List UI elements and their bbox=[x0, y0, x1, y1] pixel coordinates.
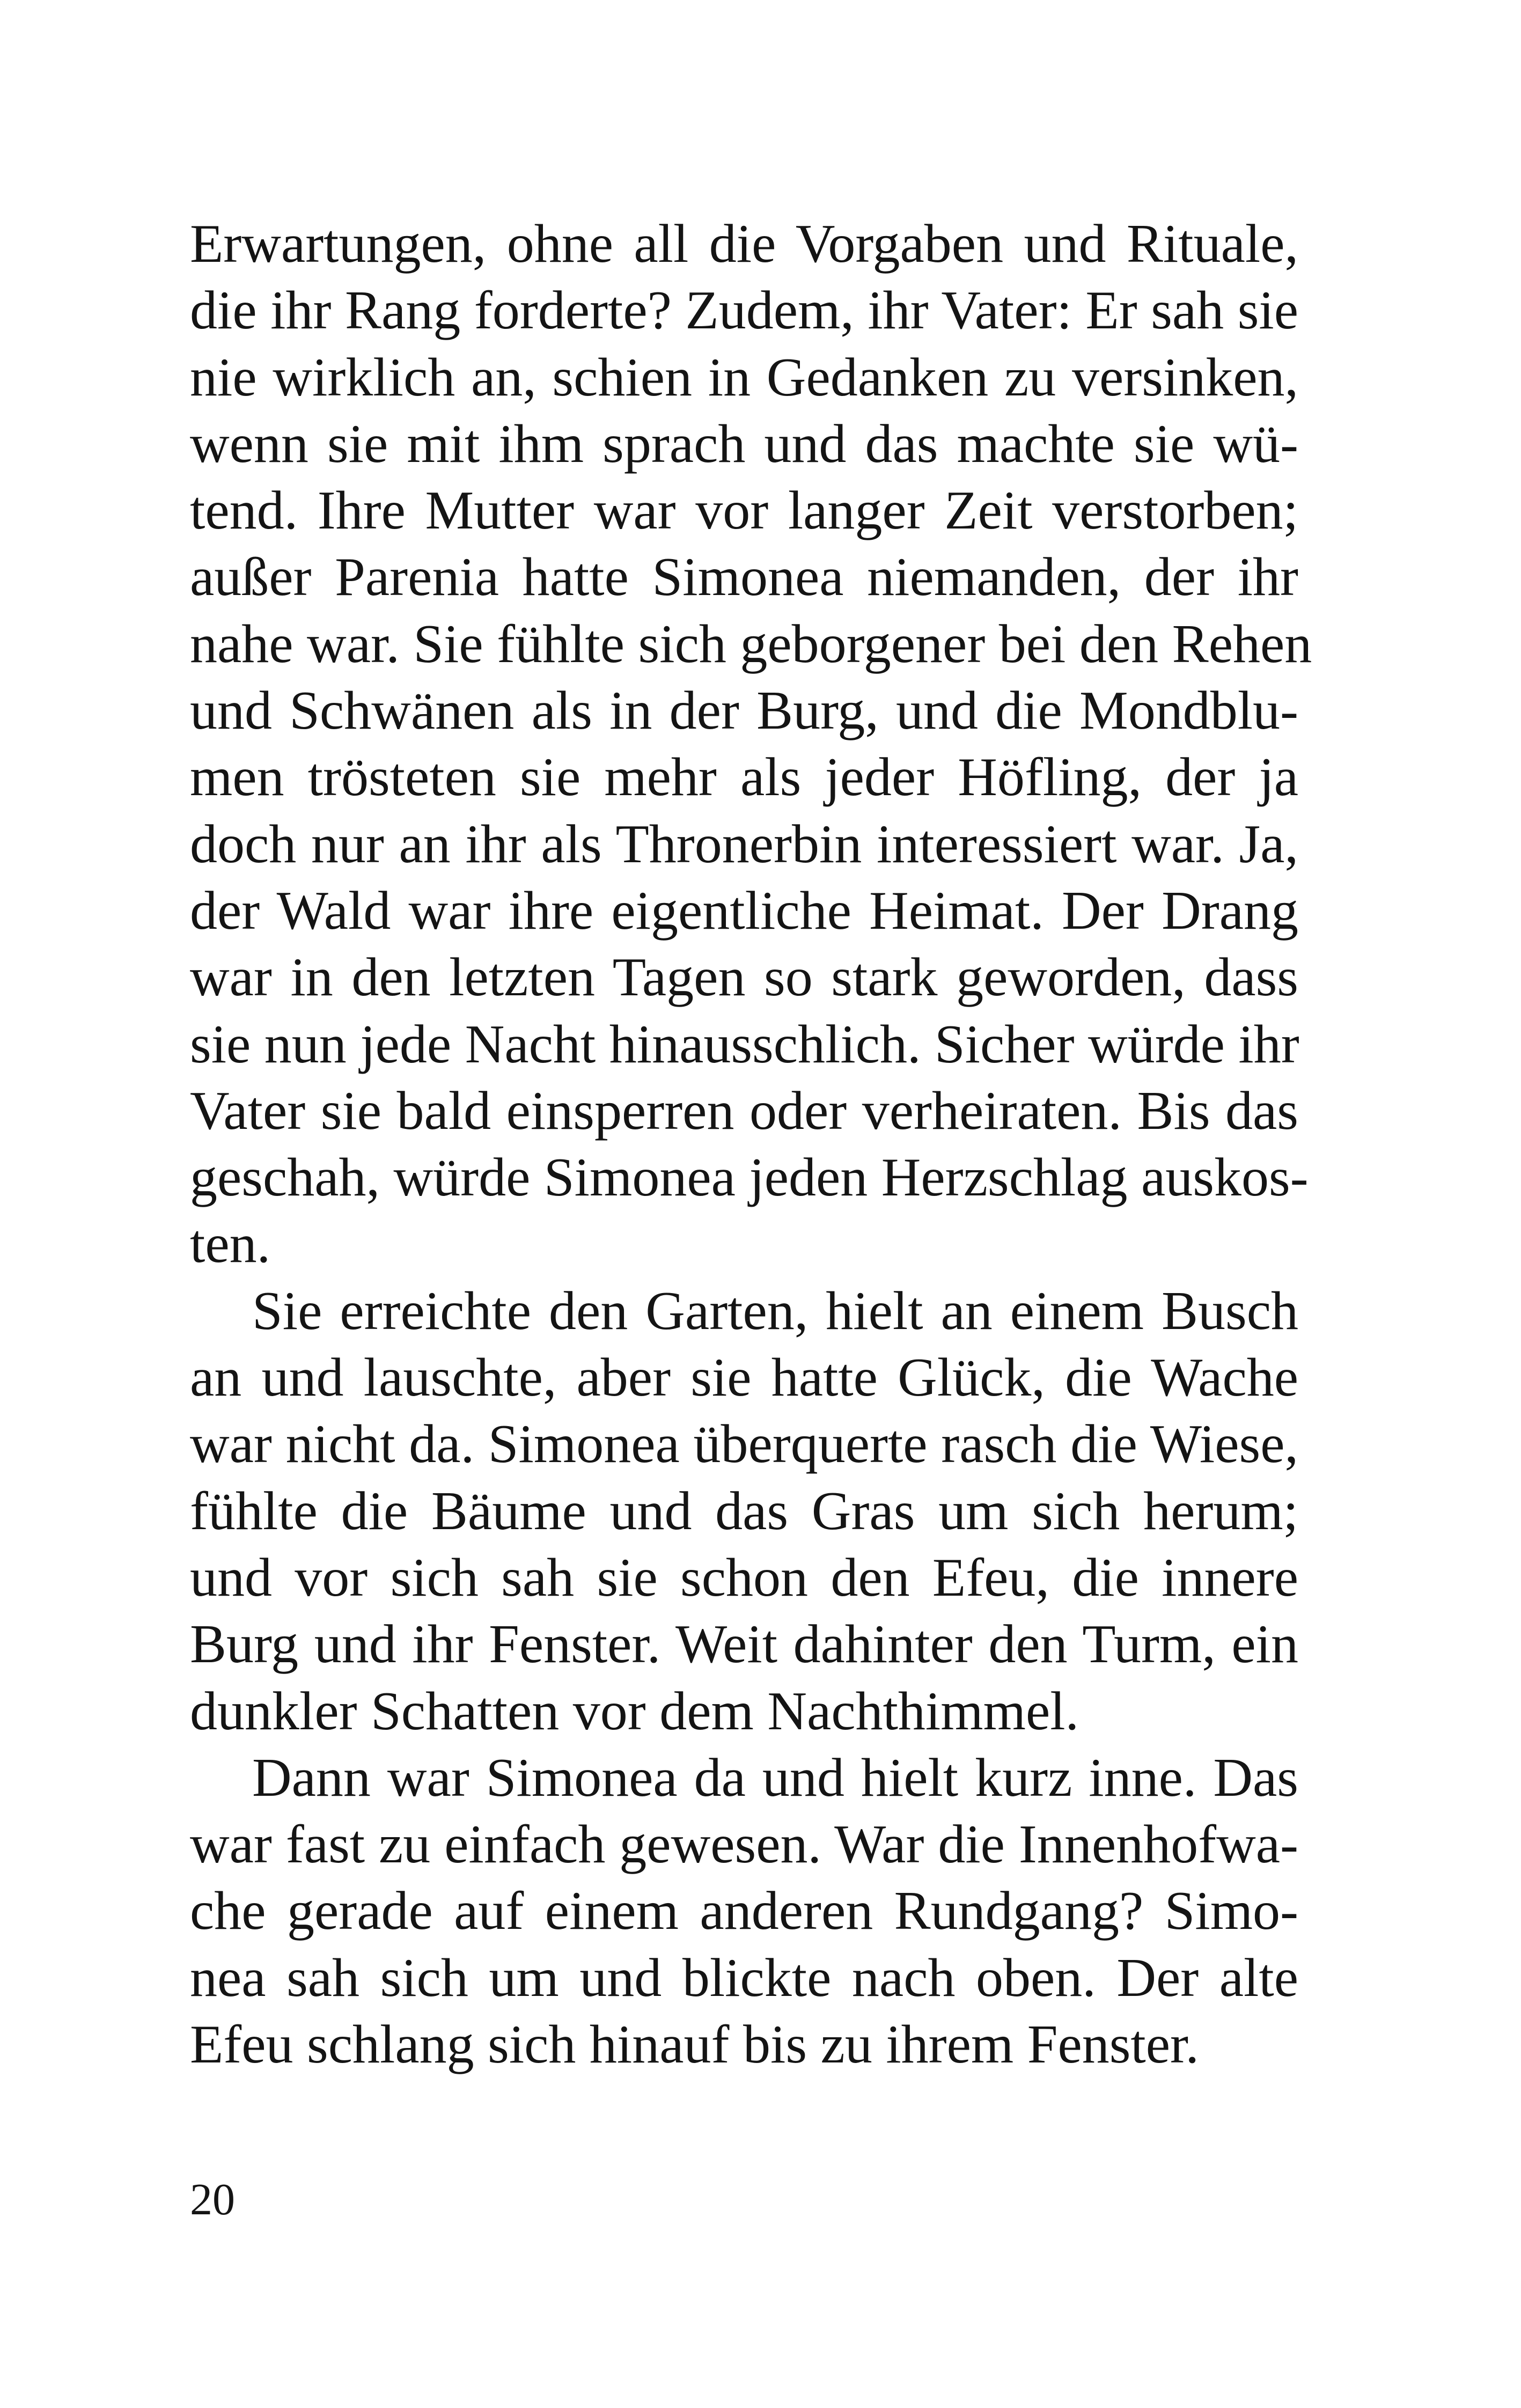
paragraph bbox=[190, 1745, 1298, 2078]
text-line: fühlte die Bäume und das Gras um sich herum; bbox=[190, 1480, 1298, 1541]
text-line: und Schwänen als in der Burg, und die Mondblu- bbox=[190, 680, 1298, 742]
page-number: 20 bbox=[190, 2175, 235, 2225]
paragraph bbox=[190, 211, 1312, 1278]
text-line: sie nun jede Nacht hinausschlich. Sicher würde ihr bbox=[190, 1014, 1299, 1075]
text-line: men trösteten sie mehr als jeder Höfling, der ja bbox=[190, 747, 1298, 808]
paragraph bbox=[190, 1278, 1298, 1745]
text-line: war nicht da. Simonea überquerte rasch die Wiese, bbox=[190, 1414, 1298, 1475]
text-line: nahe war. Sie fühlte sich geborgener bei den Rehen bbox=[190, 613, 1312, 674]
text-line: ten. bbox=[190, 1214, 271, 1275]
text-line: che gerade auf einem anderen Rundgang? Simo- bbox=[190, 1881, 1298, 1942]
text-line: und vor sich sah sie schon den Efeu, die innere bbox=[190, 1547, 1298, 1608]
text-line: Sie erreichte den Garten, hielt an einem Busch bbox=[252, 1280, 1298, 1341]
text-line: war in den letzten Tagen so stark geworden, dass bbox=[190, 947, 1298, 1008]
text-line: nie wirklich an, schien in Gedanken zu versinken, bbox=[190, 347, 1298, 408]
text-line: die ihr Rang forderte? Zudem, ihr Vater: Er sah sie bbox=[190, 280, 1298, 341]
text-line: dunkler Schatten vor dem Nachthimmel. bbox=[190, 1680, 1079, 1742]
text-line: der Wald war ihre eigentliche Heimat. Der Drang bbox=[190, 880, 1298, 941]
text-line: an und lauschte, aber sie hatte Glück, die Wache bbox=[190, 1347, 1298, 1408]
text-line: Efeu schlang sich hinauf bis zu ihrem Fenster. bbox=[190, 2014, 1199, 2075]
text-line: wenn sie mit ihm sprach und das machte sie wü- bbox=[190, 413, 1298, 474]
text-line: geschah, würde Simonea jeden Herzschlag auskos- bbox=[190, 1147, 1309, 1208]
text-line: tend. Ihre Mutter war vor langer Zeit verstorben; bbox=[190, 480, 1298, 541]
text-line: Erwartungen, ohne all die Vorgaben und Rituale, bbox=[190, 214, 1298, 274]
text-line: doch nur an ihr als Thronerbin interessiert war. Ja, bbox=[190, 813, 1298, 875]
text-line: Vater sie bald einsperren oder verheiraten. Bis das bbox=[190, 1080, 1298, 1141]
text-line: war fast zu einfach gewesen. War die Innenhofwa- bbox=[190, 1814, 1298, 1875]
text-line: Dann war Simonea da und hielt kurz inne. Das bbox=[252, 1747, 1298, 1808]
text-line: außer Parenia hatte Simonea niemanden, der ihr bbox=[190, 547, 1298, 608]
text-line: Burg und ihr Fenster. Weit dahinter den Turm, ein bbox=[190, 1614, 1298, 1675]
body-text bbox=[190, 211, 1312, 2078]
text-line: nea sah sich um und blickte nach oben. Der alte bbox=[190, 1947, 1298, 2008]
